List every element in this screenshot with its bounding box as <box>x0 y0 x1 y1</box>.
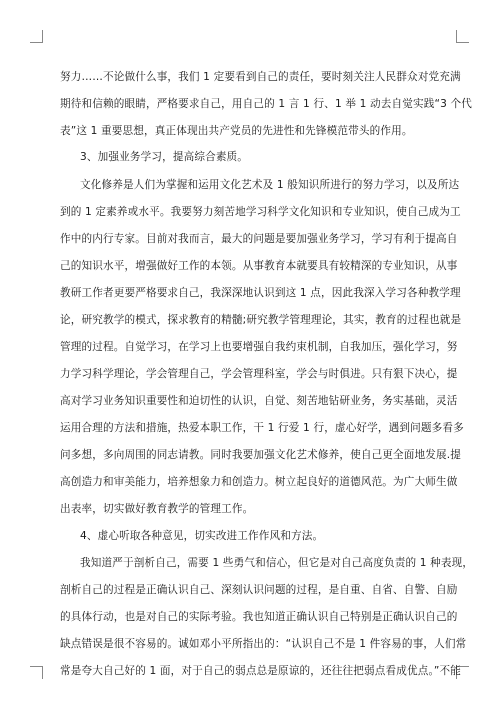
text-line: 作中的内行专家。目前对我而言，最大的问题是要加强业务学习，学习有利于提高自 <box>60 233 458 245</box>
text-line: 出表率，切实做好教育教学的管理工作。 <box>60 503 254 515</box>
text-line: 高创造力和审美能力，培养想象力和创造力。树立起良好的道德风范。为广大师生做 <box>60 476 458 488</box>
text-line: 高对学习业务知识重要性和迫切性的认识，自觉、刻苦地钻研业务，务实基础，灵活 <box>60 395 458 407</box>
text-line: 的具体行动，也是对自己的实际考验。我也知道正确认识自己特别是正确认识自己的 <box>60 611 458 623</box>
section-heading: 3、加强业务学习，提高综合素质。 <box>80 151 249 163</box>
text-line: 己的知识水平，增强做好工作的本领。从事教育本就要具有较精深的专业知识，从事 <box>60 260 458 272</box>
text-line: 力学习科学理论，学会管理自己，学会管理科室，学会与时俱进。只有狠下决心，提 <box>60 368 458 380</box>
text-line: 剖析自己的过程是正确认识自己、深刻认识问题的过程，是自重、自省、自警、自励 <box>60 584 458 596</box>
text-line: 我知道严于剖析自己，需要 1 些勇气和信心，但它是对自己高度负责的 1 种表现， <box>80 557 474 569</box>
text-line: 问多想，多向周围的同志请教。同时我要加强文化艺术修养，使自己更全面地发展.提 <box>60 449 462 461</box>
crop-mark-top-right <box>456 30 469 43</box>
text-line: 常是夸大自己好的 1 面，对于自己的弱点总是原谅的，还往往把弱点看成优点。”不能 <box>60 665 462 677</box>
text-line: 论，研究教学的模式，探求教育的精髓;研究教学管理理论，其实，教育的过程也就是 <box>60 314 462 326</box>
text-line: 文化修养是人们为掌握和运用文化艺术及 1 般知识所进行的努力学习，以及所达 <box>80 179 460 191</box>
crop-mark-bottom-left <box>30 666 43 679</box>
text-line: 努力……不论做什么事，我们 1 定要看到自己的责任，要时刻关注人民群众对党充满 <box>60 71 461 83</box>
crop-mark-top-left <box>30 30 43 43</box>
text-line: 管理的过程。自觉学习，在学习上也要增强自我约束机制，自我加压，强化学习，努 <box>60 341 458 353</box>
section-heading: 4、虚心听取各种意见，切实改进工作作风和方法。 <box>80 530 324 542</box>
text-line: 运用合理的方法和措施，热爱本职工作，干 1 行爱 1 行，虚心好学，遇到问题多看多 <box>60 422 464 434</box>
text-line: 教研工作者更要严格要求自己，我深深地认识到这 1 点，因此我深入学习各种教学理 <box>60 287 461 299</box>
text-line: 期待和信赖的眼睛，严格要求自己，用自己的 1 言 1 行、1 举 1 动去自觉实践“3 个代 <box>60 98 473 110</box>
text-line: 缺点错误是很不容易的。诚如邓小平所指出的：“认识自己不是 1 件容易的事，人们常 <box>60 638 467 650</box>
text-line: 到的 1 定素养或水平。我要努力刻苦地学习科学文化知识和专业知识，使自己成为工 <box>60 206 461 218</box>
text-line: 表”这 1 重要思想，真正体现出共产党员的先进性和先锋模范带头的作用。 <box>60 125 413 137</box>
